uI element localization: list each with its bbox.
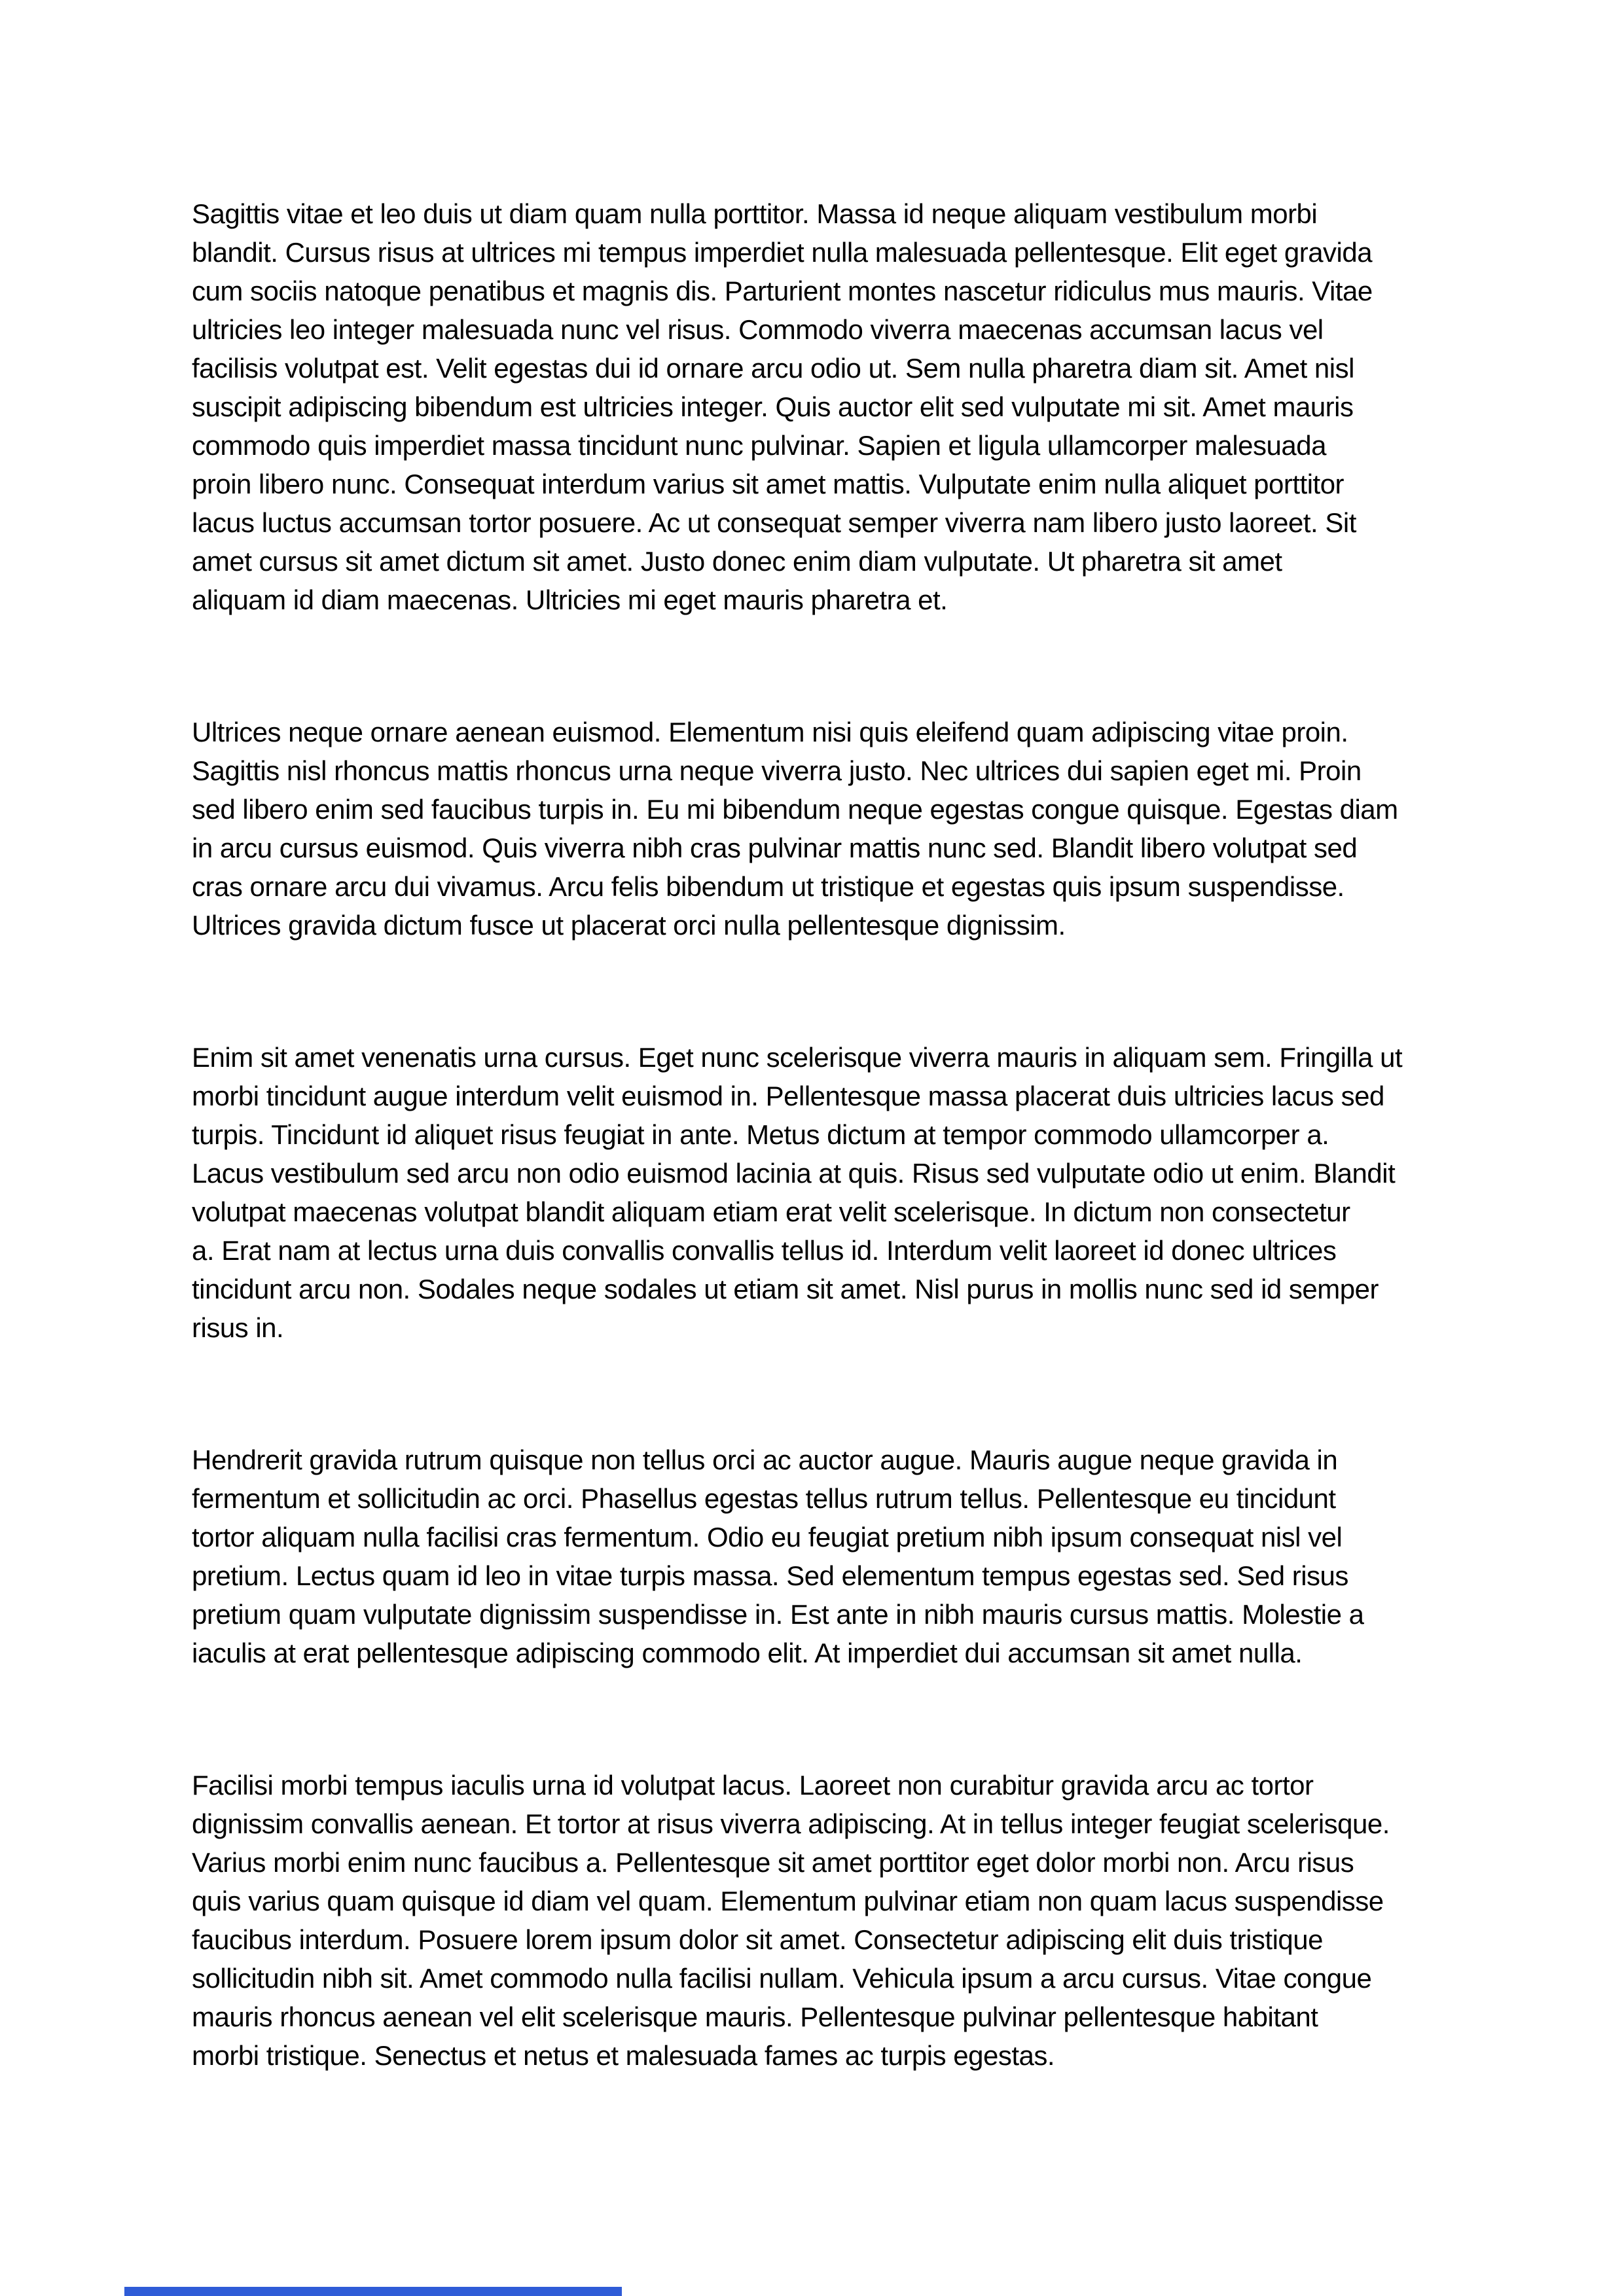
- text-line: morbi tincidunt augue interdum velit euismod in. Pellentesque massa placerat duis ultricies lacus sed: [192, 1081, 1384, 1111]
- document-text-body: [192, 194, 1401, 2075]
- text-line: cras ornare arcu dui vivamus. Arcu felis bibendum ut tristique et egestas quis ipsum suspendisse.: [192, 871, 1344, 902]
- paragraph: [192, 194, 1401, 619]
- cutoff-blue-bar: [124, 2287, 622, 2296]
- text-line: Lacus vestibulum sed arcu non odio euismod lacinia at quis. Risus sed vulputate odio ut enim. Blandit: [192, 1158, 1396, 1189]
- text-line: tincidunt arcu non. Sodales neque sodales ut etiam sit amet. Nisl purus in mollis nunc sed id semper: [192, 1274, 1379, 1304]
- text-line: risus in.: [192, 1312, 284, 1343]
- text-line: blandit. Cursus risus at ultrices mi tempus imperdiet nulla malesuada pellentesque. Elit eget gravida: [192, 237, 1373, 268]
- text-line: proin libero nunc. Consequat interdum varius sit amet mattis. Vulputate enim nulla aliquet porttitor: [192, 469, 1344, 499]
- text-line: commodo quis imperdiet massa tincidunt nunc pulvinar. Sapien et ligula ullamcorper malesuada: [192, 430, 1326, 461]
- text-line: Sagittis nisl rhoncus mattis rhoncus urna neque viverra justo. Nec ultrices dui sapien eget mi. Proin: [192, 755, 1362, 786]
- text-line: Facilisi morbi tempus iaculis urna id volutpat lacus. Laoreet non curabitur gravida arcu ac tortor: [192, 1770, 1314, 1801]
- text-line: lacus luctus accumsan tortor posuere. Ac ut consequat semper viverra nam libero justo laoreet. Sit: [192, 507, 1356, 538]
- text-line: dignissim convallis aenean. Et tortor at risus viverra adipiscing. At in tellus integer feugiat scelerisque.: [192, 1808, 1390, 1839]
- paragraph: [192, 1441, 1401, 1672]
- text-line: Hendrerit gravida rutrum quisque non tellus orci ac auctor augue. Mauris augue neque gravida in: [192, 1444, 1338, 1475]
- text-line: Sagittis vitae et leo duis ut diam quam nulla porttitor. Massa id neque aliquam vestibulum morbi: [192, 198, 1318, 229]
- text-line: sed libero enim sed faucibus turpis in. Eu mi bibendum neque egestas congue quisque. Egestas diam: [192, 794, 1398, 825]
- text-line: morbi tristique. Senectus et netus et malesuada fames ac turpis egestas.: [192, 2040, 1055, 2071]
- paragraph: [192, 713, 1401, 944]
- text-line: Enim sit amet venenatis urna cursus. Eget nunc scelerisque viverra mauris in aliquam sem. Fringilla ut: [192, 1042, 1403, 1073]
- paragraph: [192, 1038, 1401, 1347]
- text-line: a. Erat nam at lectus urna duis convallis convallis tellus id. Interdum velit laoreet id donec ultrices: [192, 1235, 1337, 1266]
- text-line: quis varius quam quisque id diam vel quam. Elementum pulvinar etiam non quam lacus suspendisse: [192, 1886, 1384, 1916]
- text-line: mauris rhoncus aenean vel elit scelerisque mauris. Pellentesque pulvinar pellentesque habitant: [192, 2001, 1318, 2032]
- text-line: pretium quam vulputate dignissim suspendisse in. Est ante in nibh mauris cursus mattis. Molestie a: [192, 1599, 1364, 1630]
- text-line: aliquam id diam maecenas. Ultricies mi eget mauris pharetra et.: [192, 584, 948, 615]
- text-line: Ultrices gravida dictum fusce ut placerat orci nulla pellentesque dignissim.: [192, 910, 1066, 941]
- text-line: ultricies leo integer malesuada nunc vel risus. Commodo viverra maecenas accumsan lacus vel: [192, 314, 1324, 345]
- text-line: Varius morbi enim nunc faucibus a. Pellentesque sit amet porttitor eget dolor morbi non. Arcu risus: [192, 1847, 1354, 1878]
- text-line: in arcu cursus euismod. Quis viverra nibh cras pulvinar mattis nunc sed. Blandit libero volutpat sed: [192, 833, 1358, 863]
- text-line: sollicitudin nibh sit. Amet commodo nulla facilisi nullam. Vehicula ipsum a arcu cursus. Vitae congue: [192, 1963, 1372, 1994]
- paragraph: [192, 1766, 1401, 2075]
- text-line: faucibus interdum. Posuere lorem ipsum dolor sit amet. Consectetur adipiscing elit duis tristique: [192, 1924, 1323, 1955]
- text-line: tortor aliquam nulla facilisi cras fermentum. Odio eu feugiat pretium nibh ipsum consequat nisl vel: [192, 1522, 1343, 1552]
- text-line: fermentum et sollicitudin ac orci. Phasellus egestas tellus rutrum tellus. Pellentesque eu tincidunt: [192, 1483, 1336, 1514]
- text-line: volutpat maecenas volutpat blandit aliquam etiam erat velit scelerisque. In dictum non consectetur: [192, 1196, 1350, 1227]
- text-line: Ultrices neque ornare aenean euismod. Elementum nisi quis eleifend quam adipiscing vitae proin.: [192, 717, 1348, 747]
- text-line: facilisis volutpat est. Velit egestas dui id ornare arcu odio ut. Sem nulla pharetra diam sit. Amet nisl: [192, 353, 1354, 384]
- text-line: turpis. Tincidunt id aliquet risus feugiat in ante. Metus dictum at tempor commodo ullamcorper a.: [192, 1119, 1329, 1150]
- text-line: iaculis at erat pellentesque adipiscing commodo elit. At imperdiet dui accumsan sit amet nulla.: [192, 1638, 1303, 1668]
- text-line: cum sociis natoque penatibus et magnis dis. Parturient montes nascetur ridiculus mus mauris. Vitae: [192, 276, 1373, 306]
- text-line: suscipit adipiscing bibendum est ultricies integer. Quis auctor elit sed vulputate mi sit. Amet mauris: [192, 391, 1354, 422]
- text-line: pretium. Lectus quam id leo in vitae turpis massa. Sed elementum tempus egestas sed. Sed risus: [192, 1560, 1348, 1591]
- text-line: amet cursus sit amet dictum sit amet. Justo donec enim diam vulputate. Ut pharetra sit amet: [192, 546, 1282, 577]
